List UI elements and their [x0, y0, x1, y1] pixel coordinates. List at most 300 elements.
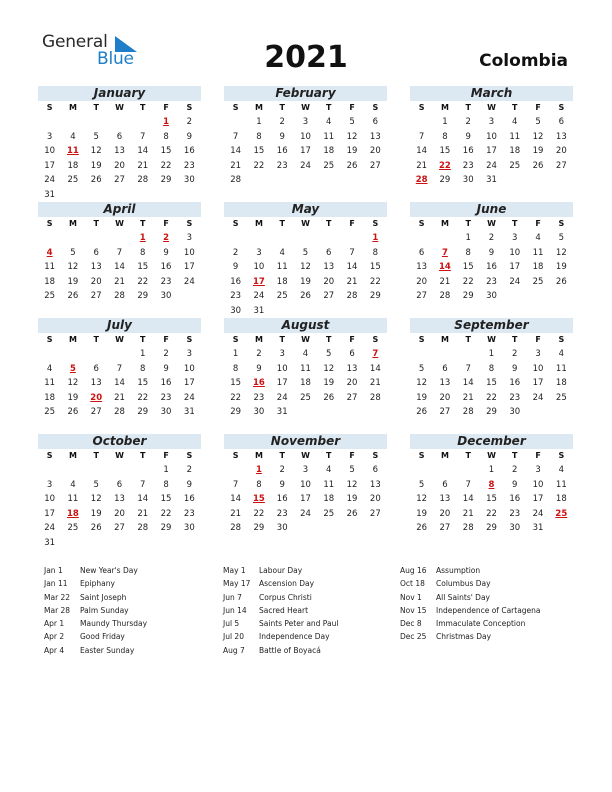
month-april [38, 202, 201, 318]
day-cell: 28 [439, 291, 451, 301]
day-cell: 15 [160, 146, 172, 156]
weekday-label: T [465, 335, 471, 344]
day-grid [38, 463, 201, 550]
day-cell: 13 [439, 378, 451, 388]
day-cell: 22 [486, 508, 497, 519]
day-cell: 12 [90, 146, 102, 156]
day-cell: 31 [183, 407, 195, 417]
day-cell: 30 [160, 291, 172, 301]
day-cell: 19 [300, 276, 311, 287]
holiday-item [223, 577, 338, 590]
day-cell: 15 [137, 262, 149, 272]
holiday-day-cell: 4 [46, 247, 53, 258]
day-grid [224, 463, 387, 536]
weekday-label: M [254, 103, 263, 112]
day-cell: 21 [230, 508, 242, 519]
day-cell: 6 [93, 363, 99, 374]
day-cell: 17 [300, 146, 311, 156]
weekday-label: T [465, 451, 471, 460]
day-cell: 6 [349, 349, 355, 359]
day-cell: 25 [509, 160, 521, 171]
day-cell: 11 [300, 363, 311, 374]
weekday-label: F [163, 219, 169, 228]
weekday-label: F [349, 219, 355, 228]
day-cell: 14 [462, 378, 474, 388]
day-cell: 7 [465, 363, 471, 374]
day-cell: 20 [114, 508, 125, 519]
holiday-day-cell: 25 [555, 508, 568, 519]
month-title: January [38, 86, 201, 101]
holiday-item [44, 591, 147, 604]
holiday-item [223, 617, 338, 630]
weekday-label: S [186, 335, 193, 344]
day-cell: 11 [555, 363, 567, 374]
day-cell: 29 [160, 523, 172, 533]
day-cell: 3 [279, 349, 285, 359]
day-cell: 9 [163, 247, 169, 258]
day-cell: 12 [346, 131, 358, 142]
day-cell: 2 [186, 465, 193, 475]
day-cell: 24 [300, 508, 311, 519]
day-cell: 25 [67, 175, 79, 185]
day-cell: 6 [326, 247, 332, 258]
holiday-name: Ascension Day [259, 579, 315, 589]
holiday-day-cell: 28 [415, 175, 428, 185]
day-cell: 6 [116, 131, 123, 142]
holiday-date: Aug 7 [223, 645, 245, 655]
day-cell: 15 [439, 146, 451, 156]
holiday-date: May 1 [223, 566, 246, 575]
day-cell: 17 [276, 378, 288, 388]
holiday-date: Nov 1 [400, 592, 422, 602]
month-september [410, 318, 573, 434]
day-cell: 25 [323, 160, 335, 171]
holiday-item [400, 564, 541, 577]
day-cell: 21 [230, 160, 242, 171]
day-cell: 9 [488, 247, 495, 258]
day-cell: 25 [44, 407, 56, 417]
weekday-label: S [232, 451, 239, 460]
day-cell: 28 [114, 407, 125, 417]
weekday-label: M [68, 219, 77, 228]
day-cell: 1 [232, 349, 239, 359]
day-cell: 26 [532, 160, 544, 171]
day-cell: 4 [46, 363, 53, 374]
day-cell: 29 [137, 291, 149, 301]
day-cell: 18 [44, 392, 56, 403]
day-cell: 18 [532, 262, 544, 272]
day-cell: 18 [67, 160, 79, 171]
day-cell: 11 [44, 378, 56, 388]
day-cell: 20 [439, 508, 451, 519]
weekday-header-row [410, 449, 573, 463]
day-cell: 20 [369, 146, 381, 156]
empty-day-cell [85, 463, 108, 478]
holiday-date: Nov 15 [400, 605, 427, 615]
day-cell: 18 [300, 378, 311, 388]
empty-day-cell [410, 115, 433, 130]
day-cell: 3 [46, 479, 53, 490]
day-cell: 7 [140, 479, 146, 490]
day-cell: 10 [183, 363, 195, 374]
day-cell: 16 [183, 494, 195, 504]
day-cell: 5 [349, 117, 355, 127]
day-cell: 17 [183, 378, 195, 388]
empty-day-cell [85, 115, 108, 130]
weekday-label: S [372, 335, 379, 344]
empty-day-cell [38, 115, 61, 130]
day-cell: 1 [488, 349, 495, 359]
day-cell: 7 [349, 247, 355, 258]
weekday-header-row [410, 101, 573, 115]
day-cell: 7 [232, 131, 239, 142]
day-cell: 24 [44, 523, 56, 533]
day-cell: 22 [253, 508, 265, 519]
day-cell: 6 [442, 479, 448, 490]
day-cell: 3 [256, 247, 262, 258]
day-cell: 13 [90, 262, 102, 272]
empty-day-cell [61, 463, 84, 478]
day-cell: 31 [532, 523, 544, 533]
day-cell: 15 [369, 262, 381, 272]
day-cell: 11 [276, 262, 288, 272]
day-cell: 18 [323, 494, 335, 504]
empty-day-cell [224, 463, 247, 478]
day-cell: 24 [276, 392, 288, 403]
day-cell: 5 [70, 247, 76, 258]
weekday-label: F [535, 103, 541, 112]
holiday-list [44, 564, 584, 664]
month-title: April [38, 202, 201, 217]
day-cell: 30 [486, 291, 497, 301]
weekday-label: T [326, 103, 332, 112]
day-cell: 20 [90, 276, 102, 287]
day-cell: 10 [532, 363, 544, 374]
day-cell: 13 [114, 146, 125, 156]
weekday-label: T [512, 451, 518, 460]
weekday-label: M [68, 451, 77, 460]
weekday-label: S [232, 219, 239, 228]
holiday-date: Aug 16 [400, 566, 427, 575]
day-grid [38, 347, 201, 420]
weekday-label: T [326, 219, 332, 228]
empty-day-cell [61, 115, 84, 130]
day-cell: 9 [279, 131, 285, 142]
month-december [410, 434, 573, 550]
day-cell: 4 [558, 349, 565, 359]
day-cell: 14 [230, 494, 242, 504]
day-cell: 25 [276, 291, 288, 301]
day-cell: 20 [323, 276, 335, 287]
day-cell: 2 [465, 117, 471, 127]
weekday-label: W [301, 451, 310, 460]
months-grid [38, 86, 574, 550]
day-cell: 8 [465, 247, 471, 258]
empty-day-cell [457, 463, 480, 478]
weekday-label: S [418, 335, 425, 344]
day-cell: 23 [462, 160, 474, 171]
day-cell: 24 [183, 392, 195, 403]
day-cell: 8 [372, 247, 379, 258]
month-title: October [38, 434, 201, 449]
empty-day-cell [108, 463, 131, 478]
day-cell: 7 [465, 479, 471, 490]
day-cell: 16 [276, 146, 288, 156]
country-name: Colombia [479, 51, 568, 71]
weekday-header-row [224, 333, 387, 347]
day-cell: 25 [532, 276, 544, 287]
day-cell: 18 [555, 494, 567, 504]
day-cell: 10 [300, 479, 311, 490]
weekday-label: S [372, 219, 379, 228]
day-cell: 1 [140, 349, 146, 359]
month-november [224, 434, 387, 550]
holiday-name: Epiphany [80, 579, 115, 589]
day-cell: 8 [488, 363, 495, 374]
weekday-label: F [163, 335, 169, 344]
month-march [410, 86, 573, 202]
day-cell: 28 [114, 291, 125, 301]
day-cell: 14 [462, 494, 474, 504]
day-cell: 17 [532, 378, 544, 388]
holiday-date: Oct 18 [400, 579, 425, 589]
weekday-label: T [279, 219, 285, 228]
day-cell: 6 [93, 247, 99, 258]
day-cell: 27 [416, 291, 428, 301]
day-cell: 1 [163, 465, 169, 475]
day-cell: 22 [369, 276, 381, 287]
day-cell: 21 [439, 276, 451, 287]
weekday-header-row [38, 101, 201, 115]
weekday-label: W [301, 219, 310, 228]
holiday-item [223, 644, 338, 657]
day-cell: 23 [276, 160, 288, 171]
day-cell: 3 [512, 233, 518, 243]
day-cell: 5 [535, 117, 541, 127]
weekday-label: S [558, 103, 565, 112]
day-cell: 6 [372, 465, 379, 475]
day-cell: 21 [462, 392, 474, 403]
weekday-label: S [46, 219, 53, 228]
weekday-label: S [46, 103, 53, 112]
weekday-label: F [349, 335, 355, 344]
day-cell: 2 [163, 349, 169, 359]
holiday-item [400, 604, 541, 617]
day-cell: 14 [416, 146, 428, 156]
day-cell: 23 [509, 508, 521, 519]
holiday-name: Independence of Cartagena [436, 605, 541, 615]
day-cell: 19 [555, 262, 567, 272]
day-cell: 12 [532, 131, 544, 142]
weekday-label: S [558, 219, 565, 228]
day-cell: 13 [114, 494, 125, 504]
weekday-header-row [38, 217, 201, 231]
day-cell: 7 [232, 479, 239, 490]
holiday-date: Mar 22 [44, 592, 71, 602]
day-cell: 3 [302, 465, 309, 475]
holiday-item [44, 564, 147, 577]
holiday-day-cell: 17 [253, 276, 265, 287]
weekday-label: M [440, 219, 449, 228]
day-cell: 21 [369, 378, 381, 388]
day-cell: 29 [486, 407, 497, 417]
day-cell: 8 [163, 479, 169, 490]
day-cell: 19 [323, 378, 335, 388]
day-cell: 12 [416, 378, 428, 388]
day-cell: 19 [90, 508, 102, 519]
day-cell: 22 [137, 392, 149, 403]
logo-text-blue: Blue [97, 49, 134, 69]
weekday-label: M [68, 103, 77, 112]
day-cell: 9 [186, 131, 193, 142]
day-cell: 31 [276, 407, 288, 417]
month-title: June [410, 202, 573, 217]
day-cell: 24 [300, 160, 311, 171]
day-grid [224, 115, 387, 188]
month-title: May [224, 202, 387, 217]
holiday-day-cell: 2 [163, 233, 169, 243]
day-cell: 2 [232, 247, 239, 258]
day-cell: 8 [232, 363, 239, 374]
weekday-label: M [440, 335, 449, 344]
day-cell: 28 [230, 175, 242, 185]
day-cell: 9 [465, 131, 471, 142]
weekday-label: W [115, 219, 124, 228]
day-cell: 23 [160, 392, 172, 403]
weekday-label: T [465, 219, 471, 228]
day-grid [410, 231, 573, 304]
day-cell: 20 [114, 160, 125, 171]
day-cell: 25 [300, 392, 311, 403]
holiday-name: Immaculate Conception [436, 619, 526, 629]
month-title: November [224, 434, 387, 449]
weekday-label: F [163, 103, 169, 112]
day-grid [38, 231, 201, 304]
weekday-label: W [487, 451, 496, 460]
day-cell: 19 [346, 494, 358, 504]
holiday-name: Independence Day [259, 632, 330, 642]
day-cell: 9 [186, 479, 193, 490]
weekday-label: T [326, 335, 332, 344]
day-cell: 19 [346, 146, 358, 156]
empty-day-cell [433, 463, 456, 478]
weekday-label: W [301, 103, 310, 112]
day-cell: 4 [326, 465, 332, 475]
weekday-label: T [93, 103, 99, 112]
empty-day-cell [131, 115, 154, 130]
holiday-day-cell: 11 [67, 146, 79, 156]
day-cell: 14 [114, 262, 125, 272]
day-cell: 18 [555, 378, 567, 388]
holiday-date: Jun 7 [223, 592, 242, 602]
day-cell: 8 [442, 131, 448, 142]
day-cell: 26 [300, 291, 311, 301]
weekday-label: S [46, 335, 53, 344]
empty-day-cell [224, 231, 247, 246]
weekday-header-row [38, 333, 201, 347]
weekday-label: S [558, 451, 565, 460]
weekday-label: F [535, 219, 541, 228]
weekday-label: S [232, 103, 239, 112]
day-cell: 11 [532, 247, 544, 258]
day-cell: 17 [183, 262, 195, 272]
weekday-label: T [140, 103, 146, 112]
day-cell: 27 [114, 175, 125, 185]
holiday-item [44, 630, 147, 643]
empty-day-cell [294, 231, 317, 246]
calendar-year: 2021 [264, 40, 348, 75]
day-cell: 2 [186, 117, 193, 127]
day-cell: 19 [67, 392, 79, 403]
day-cell: 30 [230, 305, 242, 316]
weekday-header-row [410, 333, 573, 347]
weekday-label: W [115, 335, 124, 344]
weekday-label: W [115, 103, 124, 112]
day-cell: 16 [276, 494, 288, 504]
day-cell: 3 [302, 117, 309, 127]
day-cell: 28 [462, 523, 474, 533]
day-cell: 24 [253, 291, 265, 301]
weekday-header-row [38, 449, 201, 463]
holiday-day-cell: 20 [90, 392, 103, 403]
day-cell: 30 [160, 407, 172, 417]
month-title: February [224, 86, 387, 101]
day-cell: 3 [535, 465, 541, 475]
holiday-item [44, 617, 147, 630]
weekday-label: T [279, 335, 285, 344]
day-cell: 10 [253, 262, 265, 272]
weekday-label: T [140, 335, 146, 344]
weekday-label: S [372, 103, 379, 112]
day-cell: 27 [90, 407, 102, 417]
holiday-day-cell: 16 [253, 378, 265, 388]
weekday-label: W [301, 335, 310, 344]
day-cell: 27 [346, 392, 358, 403]
weekday-label: S [372, 451, 379, 460]
day-cell: 20 [416, 276, 428, 287]
month-title: July [38, 318, 201, 333]
day-cell: 25 [323, 508, 335, 519]
weekday-label: S [558, 335, 565, 344]
day-cell: 29 [486, 523, 497, 533]
holiday-day-cell: 1 [163, 117, 169, 127]
day-cell: 31 [253, 305, 265, 316]
weekday-header-row [224, 217, 387, 231]
weekday-label: S [186, 103, 193, 112]
holiday-day-cell: 1 [139, 233, 146, 243]
day-cell: 16 [160, 378, 172, 388]
holiday-day-cell: 15 [253, 494, 265, 504]
day-cell: 4 [302, 349, 309, 359]
holiday-date: Jul 5 [223, 619, 240, 629]
holiday-name: Battle of Boyacá [259, 645, 321, 655]
day-cell: 16 [462, 146, 474, 156]
day-cell: 14 [346, 262, 358, 272]
day-cell: 15 [486, 494, 497, 504]
weekday-label: F [535, 335, 541, 344]
day-cell: 25 [67, 523, 79, 533]
weekday-label: W [115, 451, 124, 460]
day-cell: 19 [416, 392, 428, 403]
month-title: March [410, 86, 573, 101]
day-cell: 18 [323, 146, 335, 156]
empty-day-cell [410, 347, 433, 362]
day-cell: 5 [418, 363, 425, 374]
holiday-item [400, 630, 541, 643]
day-cell: 31 [486, 175, 497, 185]
day-cell: 29 [462, 291, 474, 301]
day-cell: 13 [369, 479, 381, 490]
